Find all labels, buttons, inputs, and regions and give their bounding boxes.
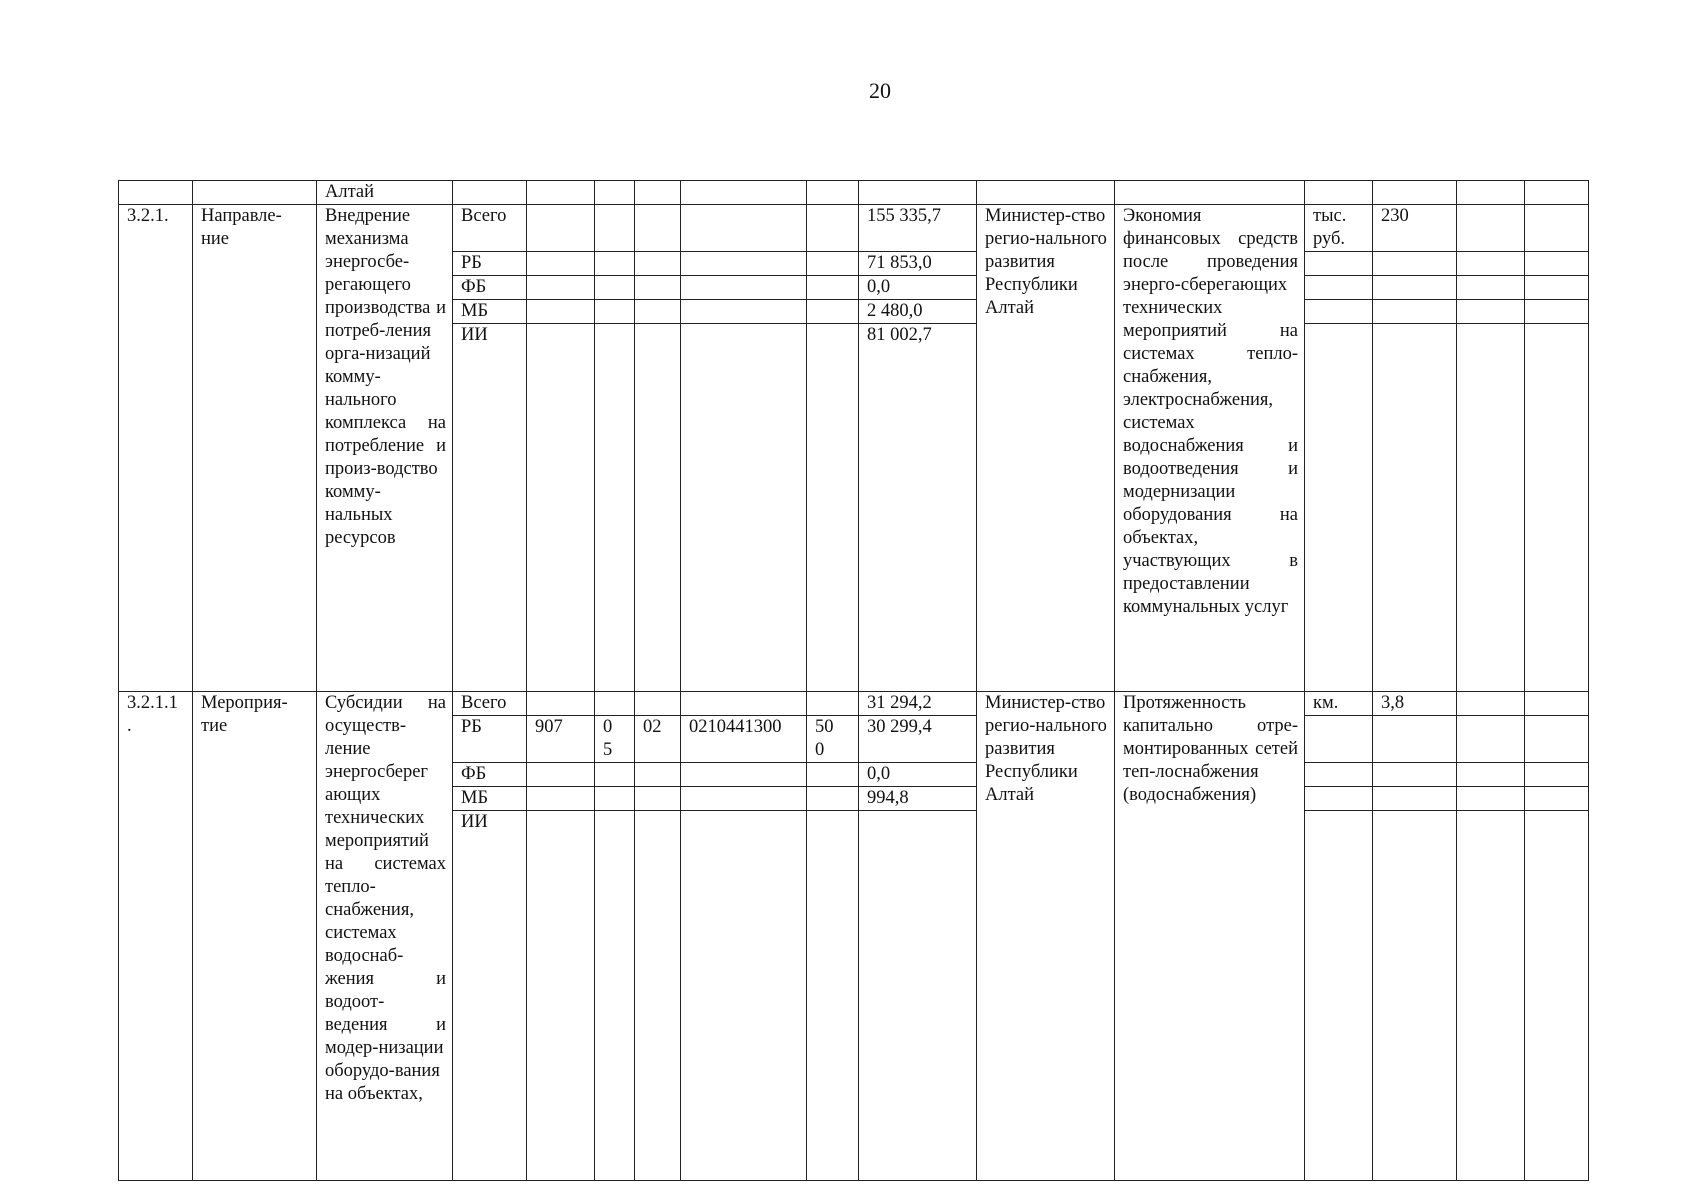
grbs-code [527, 205, 595, 252]
amount: 155 335,7 [859, 205, 977, 252]
vr-code [807, 324, 859, 692]
indicator: Экономия финансовых средств после проведения энерго-сберегающих технических мероприятий на системах тепло-снабжения, электроснабжения, системах водоснабжения и водоотведения и модернизации оборудования на объектах, участвующих в предоставлении коммунальных услуг [1115, 205, 1305, 692]
extra-cell-1 [1457, 716, 1525, 763]
extra-cell-2 [1525, 324, 1589, 692]
unit [1305, 324, 1373, 692]
unit [1305, 716, 1373, 763]
extra-cell-2 [1525, 716, 1589, 763]
pr-code [635, 324, 681, 692]
rz-code [595, 252, 635, 276]
extra-cell-1 [1457, 300, 1525, 324]
csr-code [681, 252, 807, 276]
row-name: Субсидии на осуществ-ление энергосберег ающих технических мероприятий на системах тепло-снабжения, системах водоснаб-жения и водоот-ведения и модер-низации оборудо-вания на объектах, [317, 692, 453, 1181]
unit [1305, 787, 1373, 811]
extra-cell-2 [1525, 252, 1589, 276]
vr-code [807, 300, 859, 324]
rz-code: 0 5 [595, 716, 635, 763]
pr-code [635, 811, 681, 1181]
csr-code [681, 276, 807, 300]
extra-cell-1 [1457, 324, 1525, 692]
amount: 2 480,0 [859, 300, 977, 324]
rz-code [595, 692, 635, 716]
csr-code [681, 787, 807, 811]
pr-code [635, 763, 681, 787]
grbs-code [527, 692, 595, 716]
extra-cell-2 [1525, 300, 1589, 324]
cell-type [193, 181, 317, 205]
grbs-code [527, 252, 595, 276]
source-label: РБ [453, 716, 527, 763]
source-label: МБ [453, 787, 527, 811]
amount: 0,0 [859, 276, 977, 300]
vr-code [807, 692, 859, 716]
amount: 0,0 [859, 763, 977, 787]
grbs-code [527, 787, 595, 811]
source-label: МБ [453, 300, 527, 324]
extra-cell-1 [1457, 811, 1525, 1181]
source-label: Всего [453, 692, 527, 716]
rz-code [595, 787, 635, 811]
amount: 30 299,4 [859, 716, 977, 763]
extra-cell-1 [1457, 252, 1525, 276]
rz-code [595, 811, 635, 1181]
extra-cell-1 [1457, 692, 1525, 716]
grbs-code: 907 [527, 716, 595, 763]
row-number: 3.2.1. [119, 205, 193, 692]
source-label: Всего [453, 205, 527, 252]
grbs-code [527, 300, 595, 324]
pr-code [635, 276, 681, 300]
source-label: ФБ [453, 763, 527, 787]
vr-code [807, 811, 859, 1181]
executor: Министер-ство регио-нального развития Республики Алтай [977, 205, 1115, 692]
pr-code [635, 252, 681, 276]
target-value: 230 [1373, 205, 1457, 252]
source-label: ИИ [453, 324, 527, 692]
csr-code [681, 763, 807, 787]
vr-code [807, 763, 859, 787]
executor: Министер-ство регио-нального развития Республики Алтай [977, 692, 1115, 1181]
vr-code [807, 276, 859, 300]
amount: 31 294,2 [859, 692, 977, 716]
extra-cell-2 [1525, 692, 1589, 716]
indicator: Протяженность капитально отре-монтированных сетей теп-лоснабжения (водоснабжения) [1115, 692, 1305, 1181]
target-value [1373, 276, 1457, 300]
target-value [1373, 252, 1457, 276]
table-row [119, 205, 1589, 252]
program-table [118, 180, 1589, 1181]
extra-cell-1 [1457, 276, 1525, 300]
rz-code [595, 205, 635, 252]
target-value [1373, 716, 1457, 763]
table-row [119, 692, 1589, 716]
grbs-code [527, 276, 595, 300]
rz-code [595, 324, 635, 692]
target-value: 3,8 [1373, 692, 1457, 716]
csr-code: 0210441300 [681, 716, 807, 763]
amount [859, 811, 977, 1181]
pr-code [635, 205, 681, 252]
extra-cell-1 [1457, 205, 1525, 252]
csr-code [681, 205, 807, 252]
unit: тыс. руб. [1305, 205, 1373, 252]
vr-code: 50 0 [807, 716, 859, 763]
extra-cell-1 [1457, 787, 1525, 811]
extra-cell-1 [1457, 763, 1525, 787]
row-type: Направле- ние [193, 205, 317, 692]
grbs-code [527, 763, 595, 787]
target-value [1373, 324, 1457, 692]
amount: 81 002,7 [859, 324, 977, 692]
pr-code: 02 [635, 716, 681, 763]
pr-code [635, 692, 681, 716]
unit [1305, 811, 1373, 1181]
extra-cell-2 [1525, 763, 1589, 787]
rz-code [595, 300, 635, 324]
amount: 994,8 [859, 787, 977, 811]
csr-code [681, 811, 807, 1181]
source-label: РБ [453, 252, 527, 276]
vr-code [807, 205, 859, 252]
csr-code [681, 692, 807, 716]
row-number: 3.2.1.1 . [119, 692, 193, 1181]
cell-name: Алтай [317, 181, 453, 205]
pr-code [635, 787, 681, 811]
unit [1305, 763, 1373, 787]
extra-cell-2 [1525, 787, 1589, 811]
vr-code [807, 787, 859, 811]
csr-code [681, 324, 807, 692]
row-name: Внедрение механизма энергосбе-регающего производства и потреб-ления орга-низаций комму-нального комплекса на потребление и произ-водство комму-нальных ресурсов [317, 205, 453, 692]
rz-code [595, 276, 635, 300]
source-label: ИИ [453, 811, 527, 1181]
target-value [1373, 787, 1457, 811]
cell-id [119, 181, 193, 205]
grbs-code [527, 811, 595, 1181]
vr-code [807, 252, 859, 276]
extra-cell-2 [1525, 276, 1589, 300]
grbs-code [527, 324, 595, 692]
row-type: Мероприя- тие [193, 692, 317, 1181]
target-value [1373, 300, 1457, 324]
unit [1305, 252, 1373, 276]
source-label: ФБ [453, 276, 527, 300]
amount: 71 853,0 [859, 252, 977, 276]
unit [1305, 300, 1373, 324]
unit [1305, 276, 1373, 300]
rz-code [595, 763, 635, 787]
unit: км. [1305, 692, 1373, 716]
page-number: 20 [869, 78, 891, 103]
target-value [1373, 763, 1457, 787]
extra-cell-2 [1525, 205, 1589, 252]
target-value [1373, 811, 1457, 1181]
table-row [119, 181, 1589, 205]
csr-code [681, 300, 807, 324]
extra-cell-2 [1525, 811, 1589, 1181]
pr-code [635, 300, 681, 324]
